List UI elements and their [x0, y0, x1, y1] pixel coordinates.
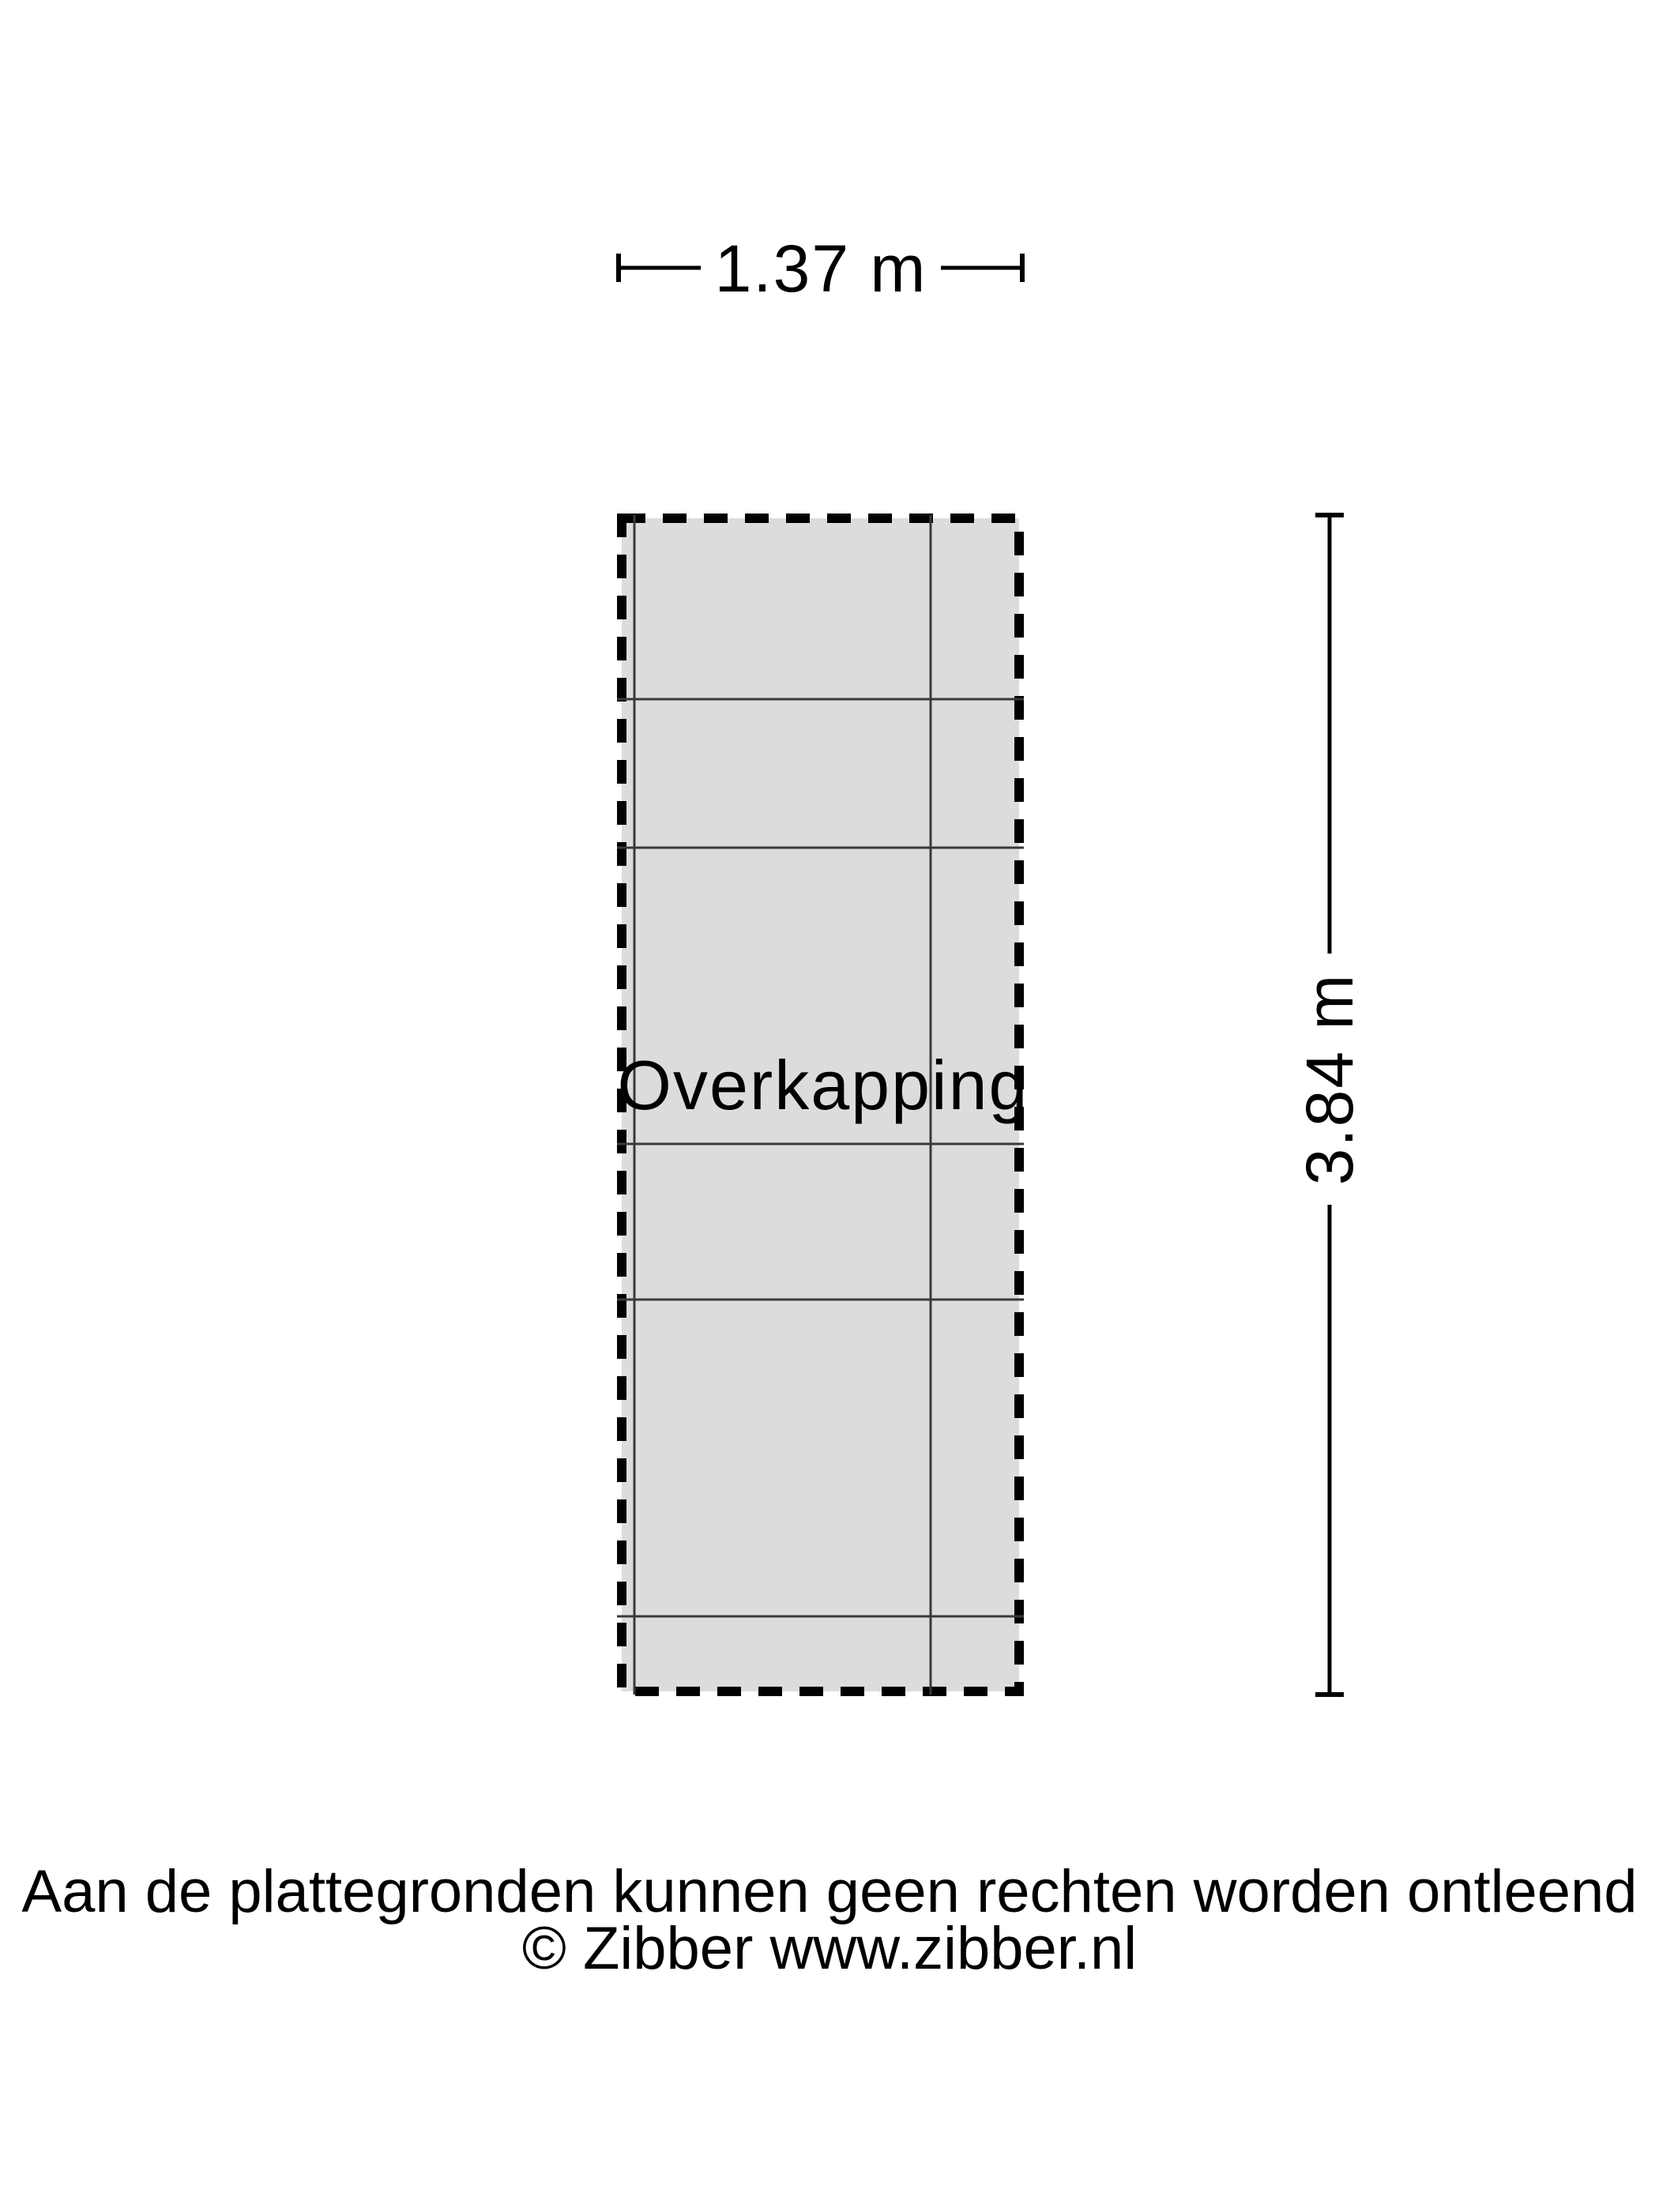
footer-copyright: © Zibber www.zibber.nl [521, 1915, 1138, 1982]
height-dimension-label: 3.84 m [1292, 972, 1367, 1186]
room-label: Overkapping [617, 1046, 1029, 1124]
width-dimension-label: 1.37 m [714, 231, 927, 306]
footer-disclaimer: Aan de plattegronden kunnen geen rechten worden ontleend [21, 1858, 1638, 1925]
